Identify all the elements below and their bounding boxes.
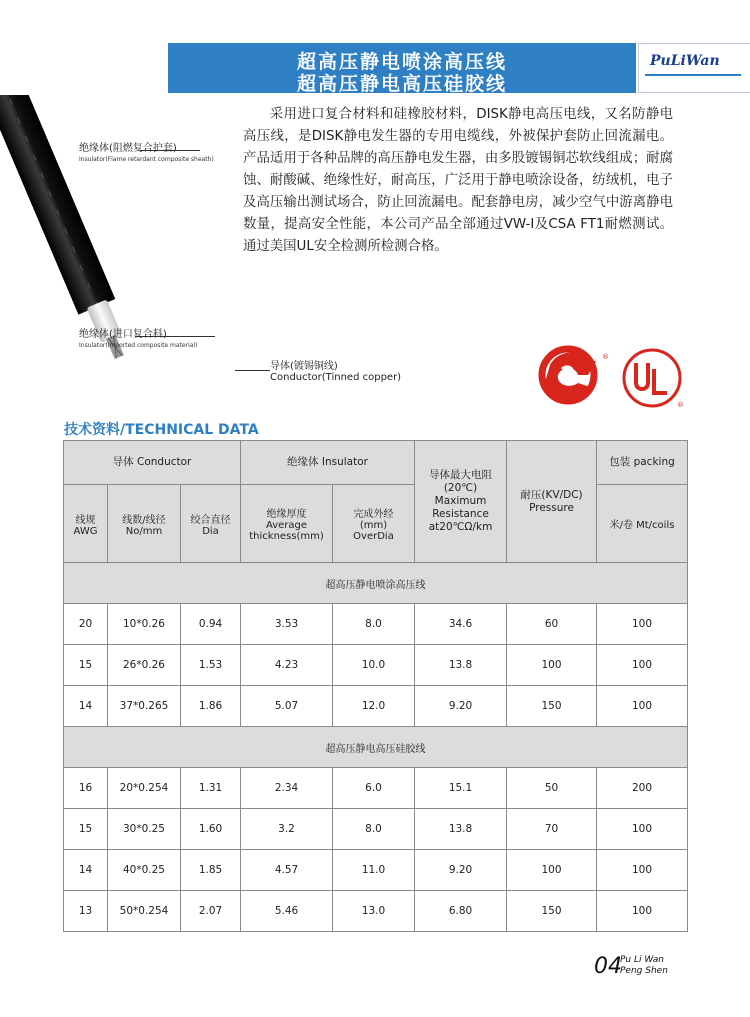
table-row	[64, 604, 688, 645]
table-cell: 13.0	[333, 891, 415, 932]
table-cell: 150	[507, 891, 597, 932]
table-cell: 8.0	[333, 604, 415, 645]
technical-data-table	[63, 440, 688, 932]
svg-text:®: ®	[602, 353, 609, 361]
table-cell: 37*0.265	[108, 686, 181, 727]
table-cell: 15	[64, 645, 108, 686]
table-cell: 4.23	[241, 645, 333, 686]
table-cell: 15	[64, 809, 108, 850]
insulator-label-en: Insulator(Imported composite material)	[79, 342, 198, 349]
table-cell: 100	[507, 850, 597, 891]
col-overdia: 完成外经 (mm) OverDia	[333, 485, 415, 563]
ul-logo-icon	[619, 345, 687, 411]
table-cell: 200	[597, 768, 688, 809]
table-cell: 1.86	[181, 686, 241, 727]
table-cell: 6.0	[333, 768, 415, 809]
table-row	[64, 768, 688, 809]
logo-underline	[645, 74, 741, 76]
conductor-leader-line	[235, 370, 270, 371]
table-cell: 34.6	[415, 604, 507, 645]
csa-logo-icon	[538, 345, 610, 405]
table-cell: 20	[64, 604, 108, 645]
header-conductor: 导体 Conductor	[64, 441, 241, 485]
col-awg: 线规 AWG	[64, 485, 108, 563]
insulator-label: 绝缘体(进口复合料)	[79, 329, 167, 340]
sheath-label: 绝缘体(阻燃复合护套)	[79, 143, 177, 154]
table-cell: 1.53	[181, 645, 241, 686]
page-number: 04	[594, 954, 622, 979]
svg-text:®: ®	[677, 401, 684, 409]
table-cell: 13.8	[415, 809, 507, 850]
table-cell: 100	[597, 604, 688, 645]
table-cell: 10.0	[333, 645, 415, 686]
table-cell: 1.85	[181, 850, 241, 891]
table-cell: 16	[64, 768, 108, 809]
table-cell: 30*0.25	[108, 809, 181, 850]
title-banner	[168, 43, 636, 93]
table-cell: 100	[597, 645, 688, 686]
rows-silicone	[64, 768, 688, 932]
cable-jacket	[0, 95, 115, 315]
col-no-mm: 线数/线径 No/mm	[108, 485, 181, 563]
table-cell: 13	[64, 891, 108, 932]
table-cell: 100	[597, 891, 688, 932]
table-cell: 40*0.25	[108, 850, 181, 891]
header-packing: 包装 packing	[597, 441, 688, 485]
table-cell: 100	[597, 686, 688, 727]
table-row	[64, 645, 688, 686]
footer-name-2: Peng Shen	[620, 966, 668, 976]
table-cell: 3.2	[241, 809, 333, 850]
table-row	[64, 686, 688, 727]
title-line-1: 超高压静电喷涂高压线	[296, 51, 507, 73]
table-cell: 6.80	[415, 891, 507, 932]
table-cell: 5.46	[241, 891, 333, 932]
table-cell: 14	[64, 686, 108, 727]
table-cell: 150	[507, 686, 597, 727]
table-cell: 8.0	[333, 809, 415, 850]
table-cell: 60	[507, 604, 597, 645]
table-row	[64, 891, 688, 932]
table-cell: 2.34	[241, 768, 333, 809]
table-cell: 9.20	[415, 850, 507, 891]
rows-spray	[64, 604, 688, 727]
conductor-label-en: Conductor(Tinned copper)	[270, 372, 402, 383]
table-cell: 5.07	[241, 686, 333, 727]
header-insulator: 绝缘体 Insulator	[241, 441, 415, 485]
col-dia: 绞合直径 Dia	[181, 485, 241, 563]
col-thickness: 绝缘厚度 Average thickness(mm)	[241, 485, 333, 563]
table-cell: 100	[597, 850, 688, 891]
footer-names	[620, 955, 668, 977]
title-line-2: 超高压静电高压硅胶线	[296, 73, 507, 95]
table-cell: 1.31	[181, 768, 241, 809]
table-cell: 13.8	[415, 645, 507, 686]
brand-logo: PuLiWan	[650, 53, 720, 69]
table-cell: 20*0.254	[108, 768, 181, 809]
technical-data-title: 技术资料/TECHNICAL DATA	[64, 422, 259, 438]
table-cell: 11.0	[333, 850, 415, 891]
table-row	[64, 850, 688, 891]
table-cell: 15.1	[415, 768, 507, 809]
table-cell: 100	[507, 645, 597, 686]
table-cell: 70	[507, 809, 597, 850]
sheath-label-en: Insulator(Flame retardant composite sheath)	[79, 156, 214, 163]
table-cell: 9.20	[415, 686, 507, 727]
intro-paragraph: 采用进口复合材料和硅橡胶材料，DISK静电高压电线，又名防静电高压线，是DISK静电发生器的专用电缆线，外被保护套防止回流漏电。产品适用于各种品牌的高压静电发生器，由多股镀锡铜芯软线组成；耐腐蚀、耐酸碱、绝缘性好，耐高压，广泛用于静电喷涂设备，纺绒机，电子及高压输出测试场合，防止回流漏电。配套静电房，减少空气中游离静电数量，提高安全性能，本公司产品全部通过VW-I及CSA FT1耐燃测试。通过美国UL安全检测所检测合格。	[243, 107, 673, 254]
section-silicone-cable: 超高压静电高压硅胶线	[64, 727, 688, 768]
table-cell: 12.0	[333, 686, 415, 727]
header-max-resistance: 导体最大电阻 (20℃) Maximum Resistance at20℃Ω/km	[415, 441, 507, 563]
table-cell: 100	[597, 809, 688, 850]
table-cell: 14	[64, 850, 108, 891]
table-cell: 10*0.26	[108, 604, 181, 645]
footer-name-1: Pu Li Wan	[620, 955, 664, 965]
table-cell: 26*0.26	[108, 645, 181, 686]
table-cell: 50	[507, 768, 597, 809]
section-spray-cable: 超高压静电喷涂高压线	[64, 563, 688, 604]
table-row	[64, 809, 688, 850]
table-cell: 4.57	[241, 850, 333, 891]
conductor-label: 导体(镀锡铜线)	[270, 361, 338, 372]
table-cell: 0.94	[181, 604, 241, 645]
header-pressure: 耐压(KV/DC) Pressure	[507, 441, 597, 563]
table-cell: 2.07	[181, 891, 241, 932]
col-packing: 米/卷 Mt/coils	[597, 485, 688, 563]
table-cell: 3.53	[241, 604, 333, 645]
table-cell: 1.60	[181, 809, 241, 850]
table-cell: 50*0.254	[108, 891, 181, 932]
